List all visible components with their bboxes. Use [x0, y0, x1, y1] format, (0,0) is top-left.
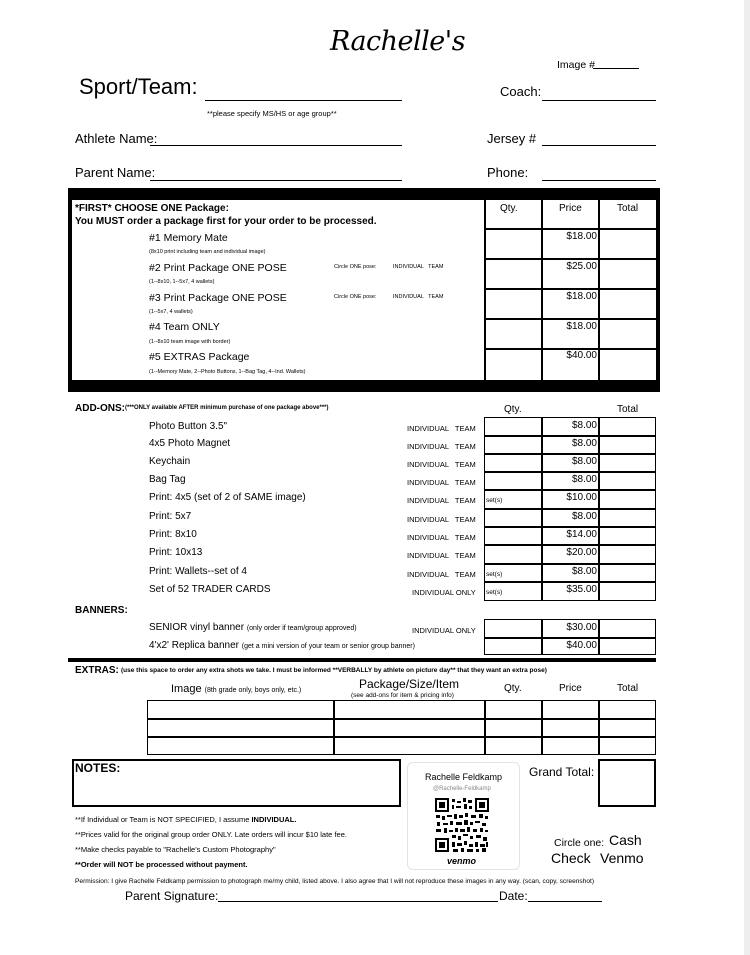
- coach-field[interactable]: [542, 84, 656, 101]
- extras-image-label: Image: [171, 683, 202, 695]
- package-desc: (8x10 print including team and individual image): [149, 249, 266, 255]
- banner-note: (only order if team/group approved): [246, 625, 357, 632]
- packages-col-line: [598, 200, 600, 380]
- grand-total-box[interactable]: [598, 759, 656, 807]
- image-number-field[interactable]: [593, 57, 639, 69]
- addons-row-line: [484, 526, 656, 528]
- payment-label: Circle one:: [554, 837, 605, 849]
- venmo-qr-code[interactable]: [435, 798, 489, 852]
- extras-col-line: [598, 700, 600, 755]
- extras-col-line: [333, 700, 335, 755]
- footnote-strong: INDIVIDUAL.: [251, 815, 297, 824]
- addon-price: $14.00: [566, 529, 597, 540]
- banners-row-line: [484, 637, 656, 639]
- package-qty-cell[interactable]: [486, 349, 540, 379]
- extras-image-note: (8th grade only, boys only, etc.): [204, 687, 302, 694]
- signature-label: Parent Signature:: [125, 889, 219, 903]
- notes-label: NOTES:: [75, 761, 121, 775]
- extras-price-header: Price: [559, 683, 582, 694]
- footnote-text: **Make checks payable to "Rachelle's Custom Photography": [75, 845, 276, 854]
- package-name: #4 Team ONLY: [149, 321, 220, 333]
- date-field[interactable]: [528, 889, 602, 902]
- footnote-text: **If Individual or Team is NOT SPECIFIED, I assume: [75, 815, 252, 824]
- addon-price: $8.00: [571, 511, 597, 522]
- addons-row-line: [484, 544, 656, 546]
- pose-options[interactable]: INDIVIDUAL TEAM: [393, 264, 444, 270]
- athlete-name-field[interactable]: [150, 130, 402, 146]
- extras-image-header: [171, 683, 301, 695]
- addons-qty-header: Qty.: [504, 404, 522, 415]
- package-qty-cell[interactable]: [486, 289, 540, 317]
- addon-price: $20.00: [566, 547, 597, 558]
- extras-package-header: Package/Size/Item: [359, 677, 460, 691]
- parent-name-label: Parent Name:: [75, 165, 156, 180]
- brand-logo: Rachelle's: [330, 26, 466, 57]
- banner-name-text: SENIOR vinyl banner: [149, 622, 245, 633]
- payment-option-cash[interactable]: Cash: [609, 832, 642, 848]
- addon-name: Print: 8x10: [149, 529, 197, 540]
- addon-unit: set(s): [486, 497, 503, 504]
- package-price: $18.00: [566, 291, 597, 302]
- footnote-strong: **Order will NOT be processed without payment.: [75, 860, 248, 869]
- parent-name-field[interactable]: [150, 165, 402, 181]
- permission-text: Permission: I give Rachelle Feldkamp permission to photograph me/my child, listed above. I also agree that I will not reproduce these images in any way. (scan, copy, screenshot): [75, 878, 595, 885]
- addon-name: Bag Tag: [149, 474, 186, 485]
- jersey-field[interactable]: [542, 130, 656, 146]
- extras-row-line: [147, 718, 656, 720]
- addon-name: Set of 52 TRADER CARDS: [149, 584, 271, 595]
- banner-option[interactable]: INDIVIDUAL ONLY: [412, 626, 476, 635]
- addon-name: Print: 4x5 (set of 2 of SAME image): [149, 492, 306, 503]
- banner-name: [149, 622, 357, 633]
- image-number-label: Image #: [557, 59, 595, 71]
- footnote: [75, 815, 296, 824]
- notes-box[interactable]: [72, 759, 401, 807]
- addon-option[interactable]: INDIVIDUAL TEAM: [407, 551, 476, 560]
- extras-total-header: Total: [617, 683, 639, 694]
- addon-name: Keychain: [149, 456, 191, 467]
- payment-option-venmo[interactable]: Venmo: [600, 850, 644, 866]
- coach-label: Coach:: [500, 84, 542, 99]
- extras-row-line: [147, 736, 656, 738]
- addon-option[interactable]: INDIVIDUAL TEAM: [407, 570, 476, 579]
- addon-option[interactable]: INDIVIDUAL TEAM: [407, 496, 476, 505]
- pose-label: Circle ONE pose:: [334, 294, 377, 300]
- addon-option[interactable]: INDIVIDUAL TEAM: [407, 460, 476, 469]
- addon-name: Print: 10x13: [149, 547, 203, 558]
- package-name: #5 EXTRAS Package: [149, 351, 250, 363]
- payment-option-check[interactable]: Check: [551, 850, 591, 866]
- package-name: #2 Print Package ONE POSE: [149, 262, 287, 274]
- extras-qty-header: Qty.: [504, 683, 522, 694]
- athlete-name-label: Athlete Name:: [75, 131, 158, 146]
- addon-option[interactable]: INDIVIDUAL TEAM: [407, 442, 476, 451]
- addons-note: (***ONLY available AFTER minimum purchase of one package above***): [125, 405, 329, 411]
- package-price: $40.00: [566, 350, 597, 361]
- sport-team-note: **please specify MS/HS or age group**: [207, 109, 337, 118]
- addon-name: Print: 5x7: [149, 511, 192, 522]
- addons-row-line: [484, 435, 656, 437]
- sport-team-field[interactable]: [205, 80, 402, 101]
- package-price: $18.00: [566, 231, 597, 242]
- pose-label: Circle ONE pose:: [334, 264, 377, 270]
- phone-field[interactable]: [542, 165, 656, 181]
- date-label: Date:: [499, 889, 528, 903]
- addon-price: $8.00: [571, 474, 597, 485]
- footnote: [75, 860, 248, 869]
- addon-option[interactable]: INDIVIDUAL TEAM: [407, 533, 476, 542]
- addon-price: $35.00: [566, 584, 597, 595]
- banner-note: (get a mini version of your team or senior group banner): [241, 643, 415, 650]
- page-edge: [744, 0, 750, 955]
- addons-row-line: [484, 508, 656, 510]
- package-price: $18.00: [566, 321, 597, 332]
- package-desc: (1--8x10 team image with border): [149, 339, 231, 345]
- package-name: #3 Print Package ONE POSE: [149, 292, 287, 304]
- extras-col-line: [484, 700, 486, 755]
- package-desc: (1--8x10, 1--5x7, 4 wallets): [149, 279, 215, 285]
- addons-total-header: Total: [617, 404, 639, 415]
- addon-name: 4x5 Photo Magnet: [149, 438, 231, 449]
- addons-row-line: [484, 453, 656, 455]
- addon-price: $8.00: [571, 456, 597, 467]
- addons-row-line: [484, 563, 656, 565]
- addon-unit: set(s): [486, 571, 503, 578]
- banner-price: $30.00: [566, 622, 597, 633]
- phone-label: Phone:: [487, 165, 529, 180]
- venmo-name: Rachelle Feldkamp: [425, 772, 503, 782]
- extras-separator: [68, 658, 656, 662]
- extras-grid[interactable]: [147, 700, 656, 755]
- package-desc: (1--Memory Mate, 2--Photo Buttons, 1--Bag Tag, 4--Ind. Wallets): [149, 369, 306, 375]
- package-name: #1 Memory Mate: [149, 232, 228, 244]
- addons-title: ADD-ONS:: [75, 403, 125, 414]
- packages-price-header: Price: [559, 203, 582, 214]
- addon-unit: set(s): [486, 589, 503, 596]
- grand-total-label: Grand Total:: [529, 765, 595, 779]
- footnote: [75, 845, 276, 854]
- banner-name: [149, 640, 415, 651]
- sport-team-label: Sport/Team:: [79, 74, 198, 99]
- footnote: [75, 830, 347, 839]
- packages-qty-header: Qty.: [500, 203, 518, 214]
- package-qty-cell[interactable]: [486, 259, 540, 287]
- signature-field[interactable]: [218, 889, 498, 902]
- addons-row-line: [484, 489, 656, 491]
- extras-title: EXTRAS:: [75, 665, 119, 676]
- package-qty-cell[interactable]: [486, 319, 540, 347]
- banner-name-text: 4'x2' Replica banner: [149, 640, 239, 651]
- addon-price: $8.00: [571, 438, 597, 449]
- package-price: $25.00: [566, 261, 597, 272]
- addon-option[interactable]: INDIVIDUAL ONLY: [412, 588, 476, 597]
- packages-title-1: *FIRST* CHOOSE ONE Package:: [75, 203, 229, 214]
- packages-title-2: You MUST order a package first for your order to be processed.: [75, 216, 377, 227]
- addons-row-line: [484, 581, 656, 583]
- addon-price: $8.00: [571, 566, 597, 577]
- addon-option[interactable]: INDIVIDUAL TEAM: [407, 515, 476, 524]
- pose-options[interactable]: INDIVIDUAL TEAM: [393, 294, 444, 300]
- packages-col-line: [541, 200, 543, 380]
- extras-package-note: (see add-ons for item & pricing info): [351, 692, 454, 699]
- addon-name: Photo Button 3.5": [149, 421, 228, 432]
- package-desc: (1--5x7, 4 wallets): [149, 309, 193, 315]
- banner-price: $40.00: [566, 640, 597, 651]
- jersey-label: Jersey #: [487, 131, 537, 146]
- addon-option[interactable]: INDIVIDUAL TEAM: [407, 424, 476, 433]
- venmo-logo: venmo: [447, 856, 477, 866]
- packages-total-header: Total: [617, 203, 639, 214]
- venmo-handle: @Rachelle-Feldkamp: [433, 786, 491, 792]
- addons-row-line: [484, 471, 656, 473]
- addon-option[interactable]: INDIVIDUAL TEAM: [407, 478, 476, 487]
- addon-name: Print: Wallets--set of 4: [149, 566, 247, 577]
- extras-note: (use this space to order any extra shots we take. I must be informed **VERBALLY by athlete on picture day** that they want an extra pose): [121, 667, 547, 674]
- banners-title: BANNERS:: [75, 605, 128, 616]
- footnote-text: **Prices valid for the original group order ONLY. Late orders will incur $10 late fee.: [75, 830, 347, 839]
- addon-price: $8.00: [571, 420, 597, 431]
- package-qty-cell[interactable]: [486, 229, 540, 257]
- extras-col-line: [541, 700, 543, 755]
- addon-price: $10.00: [566, 492, 597, 503]
